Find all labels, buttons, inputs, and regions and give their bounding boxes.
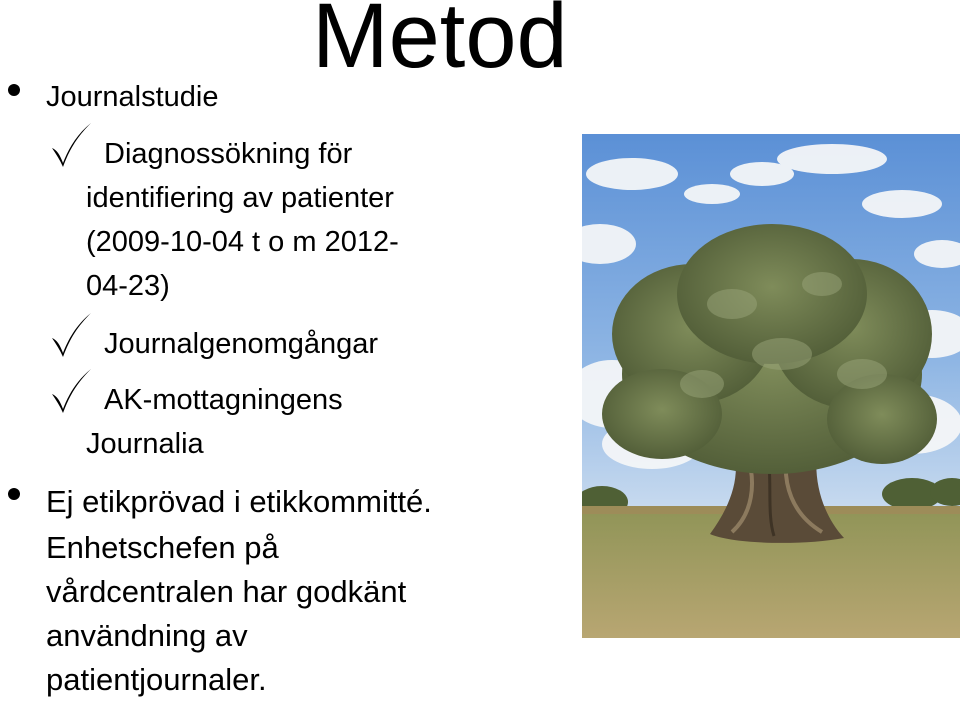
subitem-1-line-4: 04-23) <box>86 270 170 302</box>
checkmark-icon <box>48 120 94 170</box>
bullet-dot-1 <box>8 84 20 96</box>
bullet-2-line-5: patientjournaler. <box>46 662 267 697</box>
subitem-1-line-1: Diagnossökning för <box>104 138 353 170</box>
bullet-2-line-1: Ej etikprövad i etikkommitté. <box>46 484 432 519</box>
checkmark-icon <box>48 366 94 416</box>
bullet-dot-2 <box>8 488 20 500</box>
olive-tree-photo <box>582 134 960 638</box>
subitem-1-line-2: identifiering av patienter <box>86 182 394 214</box>
bullet-2-line-3: vårdcentralen har godkänt <box>46 574 407 609</box>
bullet-2-line-4: användning av <box>46 618 248 653</box>
subitem-2-line-1: Journalgenomgångar <box>104 328 379 360</box>
subitem-3-line-2: Journalia <box>86 428 204 460</box>
bullet-2-line-2: Enhetschefen på <box>46 530 279 565</box>
subitem-3-line-1: AK-mottagningens <box>104 384 343 416</box>
slide-title: Metod <box>312 0 568 87</box>
checkmark-icon <box>48 310 94 360</box>
bullet-1-text: Journalstudie <box>46 81 219 113</box>
subitem-1-line-3: (2009-10-04 t o m 2012- <box>86 226 399 258</box>
